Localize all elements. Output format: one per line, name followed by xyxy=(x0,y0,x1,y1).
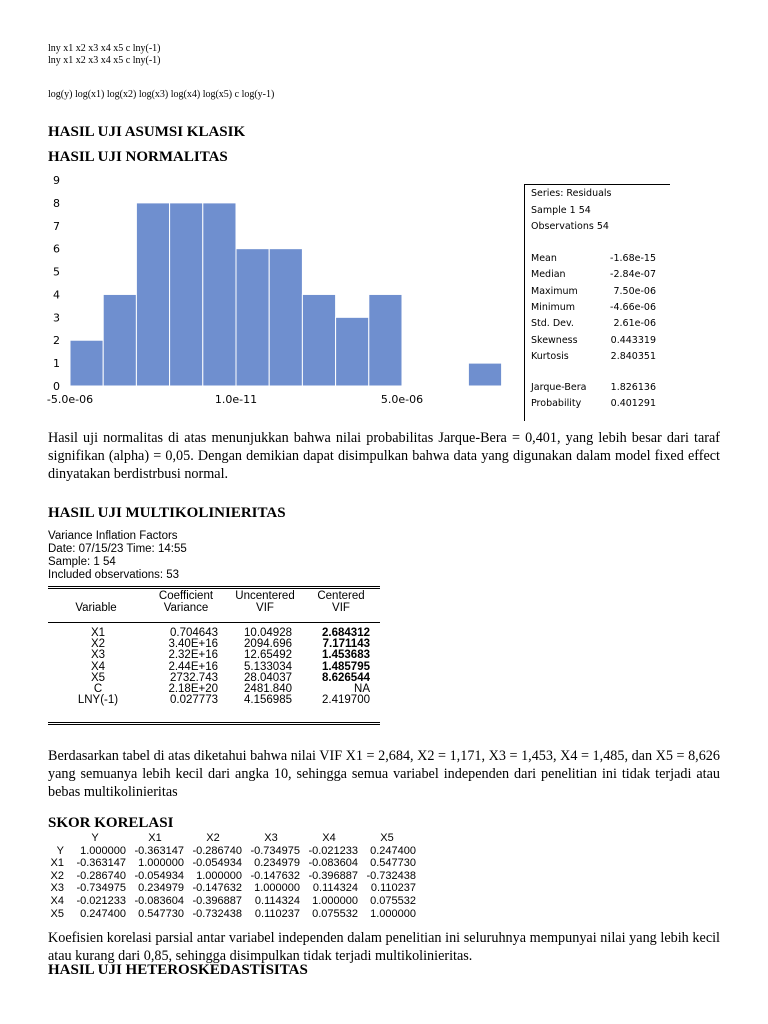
vif-rule-bottom-2 xyxy=(48,724,380,725)
command-line-2: lny x1 x2 x3 x4 x5 c lny(-1) xyxy=(48,55,161,66)
paragraph-normalitas: Hasil uji normalitas di atas menunjukkan bahwa nilai probabilitas Jarque-Bera = 0,401, yang lebih besar dari taraf signifikan (alpha) = 0,05. Dengan demikian dapat disimpulkan bahwa data yang digunakan dalam model fixed effect dinyatakan berdistrbusi normal. xyxy=(48,430,720,482)
correlation-cell: -0.286740 xyxy=(76,869,126,882)
correlation-cell: -0.732438 xyxy=(192,907,242,920)
vif-cell-cen: 2.684312 xyxy=(322,627,370,639)
correlation-cell: -0.734975 xyxy=(76,882,126,895)
correlation-cell: -0.054934 xyxy=(192,857,242,870)
correlation-cell: 0.114324 xyxy=(312,882,358,895)
vif-rule-bottom xyxy=(48,722,380,723)
correlation-cell: 0.247400 xyxy=(80,907,126,920)
correlation-cell: -0.396887 xyxy=(192,894,242,907)
correlation-cell: -0.147632 xyxy=(250,869,300,882)
histogram-bar xyxy=(236,249,269,386)
heading-heteroskedastisitas: HASIL UJI HETEROSKEDASTISITAS xyxy=(48,962,308,978)
y-tick-label: 3 xyxy=(53,311,60,325)
correlation-header-cell: X3 xyxy=(264,832,278,844)
stats-row-value: -2.84e-07 xyxy=(610,269,656,281)
correlation-cell: 1.000000 xyxy=(80,844,126,857)
correlation-cell: 0.075532 xyxy=(312,907,358,920)
correlation-cell: 0.547730 xyxy=(370,857,416,870)
vif-cell-unc: 12.65492 xyxy=(244,649,292,662)
correlation-cell: -0.147632 xyxy=(192,882,242,895)
vif-cell-coef: 2.18E+20 xyxy=(168,683,218,696)
correlation-cell: 0.110237 xyxy=(370,882,416,895)
stats-row-label: Kurtosis xyxy=(531,350,569,362)
correlation-cell: 1.000000 xyxy=(196,869,242,882)
stats-row-value: -1.68e-15 xyxy=(610,253,656,264)
heading-skor-korelasi: SKOR KORELASI xyxy=(48,815,174,831)
y-tick-label: 0 xyxy=(53,380,60,393)
stats-row-value: -4.66e-06 xyxy=(610,301,656,313)
y-tick-label: 5 xyxy=(53,265,60,279)
stats-jb-row-value: 1.826136 xyxy=(610,382,656,393)
x-tick-label: -5.0e-06 xyxy=(46,393,94,406)
stats-row-label: Skewness xyxy=(531,334,578,346)
correlation-row xyxy=(48,908,416,921)
vif-cell-unc: 2481.840 xyxy=(244,683,292,696)
correlation-header-cell: X5 xyxy=(380,832,394,844)
correlation-cell: 1.000000 xyxy=(138,857,184,870)
correlation-row-label: X2 xyxy=(50,869,64,882)
vif-cell-cen: 1.485795 xyxy=(322,660,370,673)
stats-row-label: Minimum xyxy=(531,301,576,313)
correlation-cell: -0.083604 xyxy=(134,894,184,907)
vif-cell-cen: NA xyxy=(354,683,370,696)
correlation-cell: 0.247400 xyxy=(370,844,416,857)
vif-cell-coef: 3.40E+16 xyxy=(168,638,218,651)
histogram-bar xyxy=(369,294,402,386)
vif-cell-coef: 2732.743 xyxy=(170,671,218,684)
vif-header-line-1: Centered xyxy=(317,590,365,602)
vif-row xyxy=(48,695,380,706)
vif-header-line-2: Variable xyxy=(75,602,117,614)
correlation-header-cell xyxy=(48,832,64,845)
vif-cell-var: X5 xyxy=(90,671,106,684)
correlation-row-label: X1 xyxy=(50,857,64,870)
correlation-header-cell: Y xyxy=(91,832,99,844)
histogram-bar xyxy=(70,340,103,386)
vif-rule-header xyxy=(48,622,380,623)
vif-cell-var: X2 xyxy=(90,638,106,651)
y-tick-label: 8 xyxy=(53,196,60,210)
correlation-output xyxy=(48,832,416,920)
vif-cell-var: X1 xyxy=(90,627,106,639)
correlation-row-label: X4 xyxy=(50,894,64,907)
correlation-row-label: X3 xyxy=(50,882,64,895)
y-tick-label: 4 xyxy=(53,288,60,302)
correlation-header-row xyxy=(48,832,416,845)
vif-cell-cen: 8.626544 xyxy=(322,671,370,684)
vif-cell-var: C xyxy=(93,683,103,696)
heading-normalitas: HASIL UJI NORMALITAS xyxy=(48,149,228,165)
y-tick-label: 6 xyxy=(53,242,60,256)
stats-series: Series: Residuals xyxy=(531,188,612,199)
vif-cell-cen: 1.453683 xyxy=(322,649,370,662)
vif-meta-observations: Included observations: 53 xyxy=(48,569,180,581)
vif-header-line-1 xyxy=(48,590,144,602)
vif-header-line-2: VIF xyxy=(332,602,350,614)
stats-jb-row-label: Jarque-Bera xyxy=(531,382,587,393)
correlation-cell: -0.021233 xyxy=(76,894,126,907)
stats-row-label: Median xyxy=(531,269,566,281)
correlation-cell: 0.110237 xyxy=(254,907,300,920)
stats-row-value: 0.443319 xyxy=(610,334,656,346)
stats-row-value: 2.840351 xyxy=(610,350,656,362)
correlation-cell: -0.021233 xyxy=(308,844,358,857)
x-tick-label: 1.0e-11 xyxy=(214,393,258,406)
histogram-bar xyxy=(336,317,369,386)
vif-header-line-2: Variance xyxy=(163,602,209,614)
vif-cell-cen: 7.171143 xyxy=(322,638,370,651)
correlation-cell: -0.054934 xyxy=(134,869,184,882)
vif-table xyxy=(48,586,380,706)
correlation-cell: 1.000000 xyxy=(370,907,416,920)
correlation-table xyxy=(48,832,416,920)
stats-row-label: Mean xyxy=(531,253,557,264)
command-line-1: lny x1 x2 x3 x4 x5 c lny(-1) xyxy=(48,43,161,54)
histogram-bar xyxy=(136,203,169,386)
stats-observations: Observations 54 xyxy=(531,221,609,232)
vif-header-line-2: VIF xyxy=(256,602,274,614)
stats-row-label: Std. Dev. xyxy=(531,318,574,330)
correlation-cell: -0.363147 xyxy=(134,844,184,857)
residual-stats-box xyxy=(524,184,670,421)
vif-meta-sample: Sample: 1 54 xyxy=(48,556,116,568)
vif-cell-coef: 0.027773 xyxy=(170,694,218,707)
vif-header-cell xyxy=(302,586,380,620)
correlation-row xyxy=(48,882,416,895)
correlation-cell: 1.000000 xyxy=(254,882,300,895)
vif-header-line-1: Uncentered xyxy=(235,590,295,602)
correlation-cell: 0.075532 xyxy=(370,894,416,907)
histogram-bar xyxy=(302,294,335,386)
stats-jb-row-label: Probability xyxy=(531,398,582,410)
correlation-cell: 0.234979 xyxy=(254,857,300,870)
vif-meta-title: Variance Inflation Factors xyxy=(48,530,178,542)
histogram-bar xyxy=(203,203,236,386)
vif-header-line-1: Coefficient xyxy=(158,590,214,602)
heading-asumsi: HASIL UJI ASUMSI KLASIK xyxy=(48,124,246,140)
stats-row-label: Maximum xyxy=(531,285,578,297)
correlation-cell: -0.732438 xyxy=(366,869,416,882)
stats-row-value: 2.61e-06 xyxy=(613,318,656,330)
correlation-cell: -0.083604 xyxy=(308,857,358,870)
vif-cell-var: X4 xyxy=(90,660,106,673)
paragraph-korelasi: Koefisien korelasi parsial antar variabel independen dalam penelitian ini seluruhnya mempunyai nilai yang lebih kecil atau kurang dari 0,85, sehingga disimpulkan tidak terjadi multikolinieritas. xyxy=(48,930,720,964)
correlation-header-cell: X2 xyxy=(206,832,220,844)
correlation-cell: -0.396887 xyxy=(308,869,358,882)
correlation-cell: -0.286740 xyxy=(192,844,242,857)
vif-cell-coef: 2.32E+16 xyxy=(168,649,218,662)
command-line-3: log(y) log(x1) log(x2) log(x3) log(x4) log(x5) c log(y-1) xyxy=(48,89,275,100)
vif-header-cell xyxy=(48,586,144,620)
vif-cell-var: X3 xyxy=(90,649,106,662)
vif-cell-coef: 2.44E+16 xyxy=(168,660,218,673)
correlation-header-cell: X4 xyxy=(322,832,336,844)
vif-row xyxy=(48,650,380,661)
y-tick-label: 9 xyxy=(53,174,60,187)
vif-cell-unc: 5.133034 xyxy=(244,660,292,673)
vif-header-row xyxy=(48,586,380,620)
x-tick-label: 5.0e-06 xyxy=(380,393,424,406)
vif-header-cell xyxy=(228,586,302,620)
correlation-cell: 0.547730 xyxy=(138,907,184,920)
correlation-row xyxy=(48,857,416,870)
correlation-row xyxy=(48,870,416,883)
stats-jb-row-value: 0.401291 xyxy=(610,398,656,410)
y-tick-label: 2 xyxy=(53,334,60,348)
correlation-cell: -0.734975 xyxy=(250,844,300,857)
heading-multikolinieritas: HASIL UJI MULTIKOLINIERITAS xyxy=(48,505,286,521)
vif-cell-cen: 2.419700 xyxy=(322,694,370,707)
vif-cell-unc: 4.156985 xyxy=(244,694,292,707)
vif-meta-date: Date: 07/15/23 Time: 14:55 xyxy=(48,543,187,555)
histogram-bar xyxy=(103,294,136,386)
correlation-cell: 0.234979 xyxy=(138,882,184,895)
vif-cell-var: LNY(-1) xyxy=(77,694,119,707)
correlation-header-cell: X1 xyxy=(148,832,162,844)
stats-row-value: 7.50e-06 xyxy=(613,285,656,297)
vif-cell-unc: 10.04928 xyxy=(244,627,292,639)
correlation-cell: 1.000000 xyxy=(312,894,358,907)
correlation-cell: -0.363147 xyxy=(76,857,126,870)
correlation-cell: 0.114324 xyxy=(254,894,300,907)
correlation-row-label: Y xyxy=(56,844,64,857)
y-tick-label: 7 xyxy=(53,219,60,233)
histogram-bar xyxy=(269,249,302,386)
vif-header-cell xyxy=(144,586,228,620)
residual-histogram xyxy=(40,172,510,412)
vif-cell-unc: 28.04037 xyxy=(244,671,292,684)
y-tick-label: 1 xyxy=(53,357,60,371)
histogram-bar xyxy=(170,203,203,386)
correlation-row-label: X5 xyxy=(50,907,64,920)
vif-output xyxy=(48,530,370,707)
stats-sample: Sample 1 54 xyxy=(531,205,591,216)
vif-cell-unc: 2094.696 xyxy=(244,638,292,651)
vif-cell-coef: 0.704643 xyxy=(170,627,218,639)
histogram-bar xyxy=(468,363,501,386)
correlation-row xyxy=(48,895,416,908)
paragraph-vif: Berdasarkan tabel di atas diketahui bahwa nilai VIF X1 = 2,684, X2 = 1,171, X3 = 1,453, X4 = 1,485, dan X5 = 8,626 yang semuanya lebih kecil dari angka 10, sehingga semua variabel independen dari penelitian ini tidak terjadi atau bebas multikolinieritas xyxy=(48,748,720,800)
correlation-row xyxy=(48,845,416,858)
